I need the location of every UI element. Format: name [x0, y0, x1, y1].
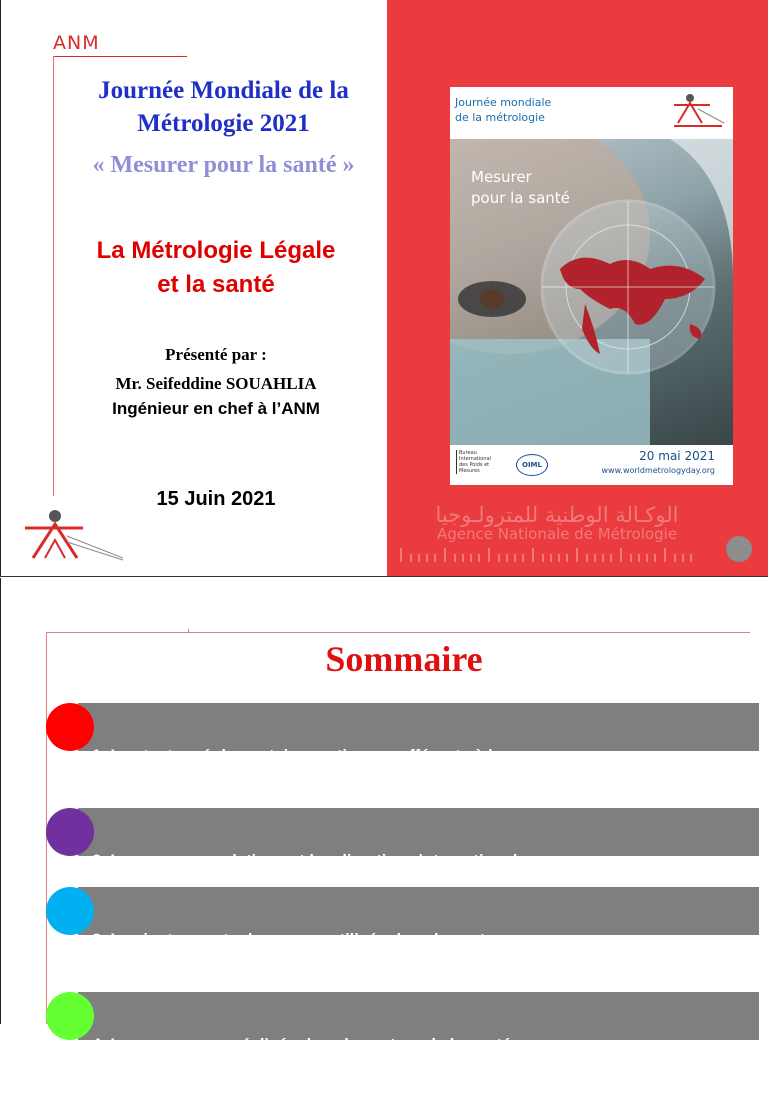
sommaire-bullet-1 [46, 703, 94, 751]
presentation-title-line-1: La Métrologie Légale [96, 237, 336, 264]
poster-theme-line-1: Mesurer [471, 168, 532, 186]
sommaire-item-4-text [92, 995, 511, 1095]
poster-theme [471, 167, 570, 209]
poster-date: 20 mai 2021 [639, 449, 715, 463]
rule-tick [188, 629, 189, 633]
event-theme: « Mesurer pour la santé » [92, 152, 355, 178]
presentation-date: 15 Juin 2021 [156, 488, 276, 510]
poster-theme-line-2: pour la santé [471, 189, 570, 207]
oiml-logo: OIML [516, 454, 548, 476]
sommaire-item-2 [78, 808, 759, 870]
decorative-vertical-rule [53, 56, 54, 496]
sommaire-item-1-line-1: 1. Les textes réglementaires nationaux afférents à la [92, 747, 502, 765]
agency-name-arabic: الوكـالة الوطنية للمترولـوجيا [435, 503, 679, 527]
poster-photo [450, 139, 733, 445]
sommaire-bullet-4 [46, 992, 94, 1040]
anm-logo-text: ANM [53, 32, 100, 54]
event-title-line-2: Métrologie 2021 [137, 110, 310, 137]
anm-logo-icon [670, 93, 726, 131]
world-metrology-day-poster [450, 87, 733, 485]
poster-title-line-2: de la métrologie [455, 111, 545, 124]
poster-header [450, 87, 733, 139]
presenter-name: Mr. Seifeddine SOUAHLIA [115, 374, 317, 393]
title-right-panel [387, 0, 768, 576]
gray-dot-decoration [726, 536, 752, 562]
presentation-title-line-2: et la santé [157, 271, 275, 298]
presentation-title [56, 234, 376, 302]
sommaire-title: Sommaire [325, 639, 483, 679]
poster-title [455, 95, 605, 125]
anm-emblem-icon [23, 506, 123, 562]
presenter-block [56, 340, 376, 398]
title-left-panel [1, 0, 387, 576]
sommaire-item-3 [78, 887, 759, 949]
agency-name-french: Agence Nationale de Métrologie [436, 525, 678, 543]
sommaire-item-3-line-1: 3. Les instruments de mesure utilisés dans le secteur [92, 931, 512, 949]
sommaire-item-4-line-1: 4. Les mesurages réalisés dans le secteur de la santé [92, 1036, 512, 1054]
sommaire-bullet-2 [46, 808, 94, 856]
sommaire-bullet-3 [46, 887, 94, 935]
slide-sommaire [0, 578, 768, 1054]
decorative-rule [53, 56, 187, 57]
ruler-decoration-icon [399, 548, 699, 562]
presenter-role: Ingénieur en chef à l’ANM [112, 399, 320, 418]
poster-url: www.worldmetrologyday.org [601, 466, 715, 475]
sommaire-item-1 [78, 703, 759, 765]
poster-title-line-1: Journée mondiale [455, 96, 552, 109]
event-title-line-1: Journée Mondiale de la [98, 77, 349, 104]
presented-by-label: Présenté par : [165, 345, 267, 364]
decorative-rule [46, 632, 750, 633]
sommaire-item-4 [78, 992, 759, 1054]
event-title [56, 74, 391, 140]
bipm-logo-text: Bureau International des Poids et Mesures [456, 450, 493, 474]
sommaire-item-2-line-1: 2. Les recommandations et les directives internationales [92, 852, 536, 870]
poster-footer [450, 445, 733, 485]
